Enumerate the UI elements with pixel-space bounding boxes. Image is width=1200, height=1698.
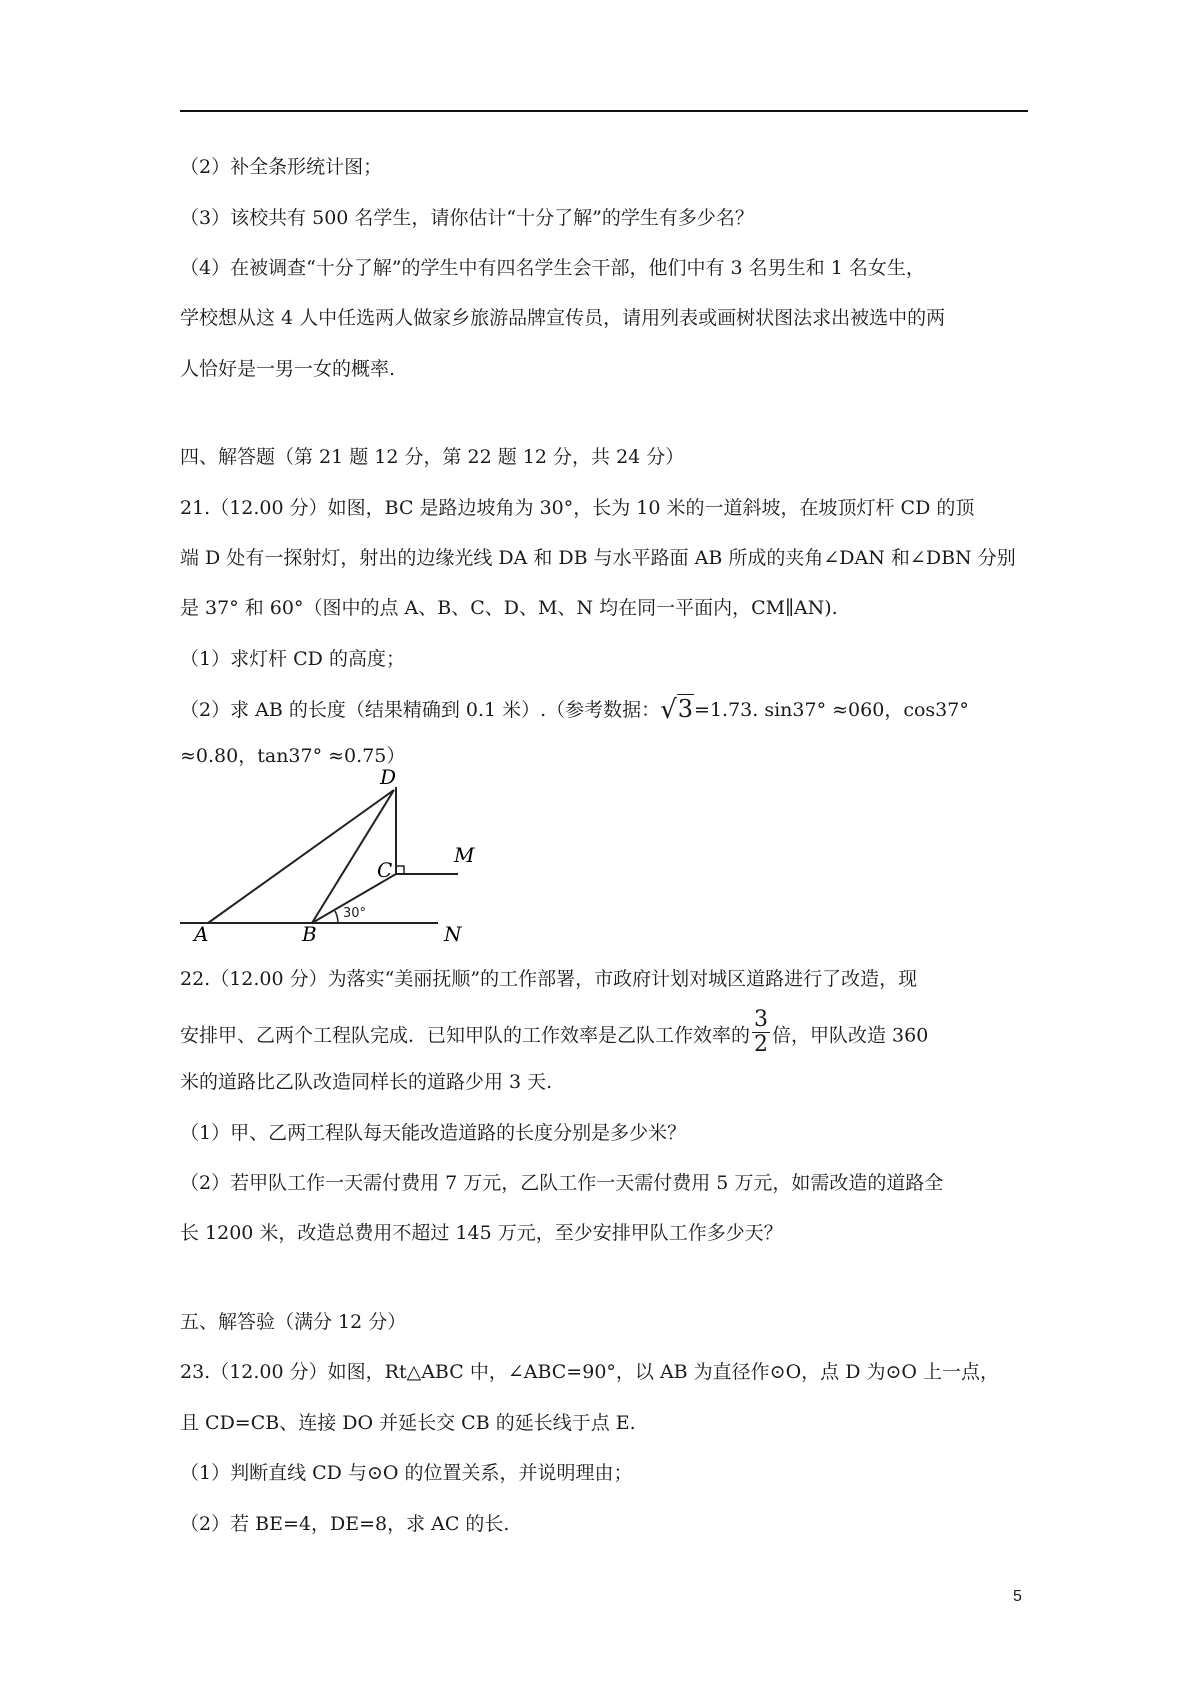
q23-line1: 23.（12.00 分）如图，Rt△ABC 中，∠ABC=90°，以 AB 为直径作⊙O，点 D 为⊙O 上一点， — [180, 1361, 1000, 1383]
q21-part1: （1）求灯杆 CD 的高度； — [180, 648, 405, 670]
q23-line2: 且 CD=CB、连接 DO 并延长交 CB 的延长线于点 E. — [180, 1412, 636, 1434]
q22-line2-before: 安排甲、乙两个工程队完成．已知甲队的工作效率是乙队工作效率的 — [180, 1024, 751, 1047]
q23-part2: （2）若 BE=4，DE=8，求 AC 的长. — [180, 1513, 510, 1535]
header-rule — [180, 110, 1028, 112]
q22-part2-line1: （2）若甲队工作一天需付费用 7 万元，乙队工作一天需付费用 5 万元，如需改造的道路全 — [180, 1172, 944, 1194]
angle-label: 30° — [343, 906, 367, 921]
label-n: N — [444, 922, 462, 945]
q22-line1: 22.（12.00 分）为落实“美丽抚顺”的工作部署，市政府计划对城区道路进行了改造，现 — [180, 968, 918, 990]
q21-line2: 端 D 处有一探射灯，射出的边缘光线 DA 和 DB 与水平路面 AB 所成的夹角∠DAN 和∠DBN 分别 — [180, 547, 1016, 569]
label-b: B — [302, 922, 317, 945]
label-m: M — [454, 843, 475, 867]
q20-part-4-end: 人恰好是一男一女的概率. — [180, 358, 396, 380]
q21-line3: 是 37° 和 60°（图中的点 A、B、C、D、M、N 均在同一平面内，CM∥AN). — [180, 597, 838, 619]
q20-part-4: （4）在被调查“十分了解”的学生中有四名学生会干部，他们中有 3 名男生和 1 名女生， — [180, 257, 925, 279]
fraction-three-halves — [752, 1009, 770, 1056]
q21-part2-line2: ≈0.80，tan37° ≈0.75） — [180, 745, 406, 767]
fraction-denominator: 2 — [754, 1032, 769, 1057]
q22-line2 — [180, 1007, 929, 1060]
segment-da — [208, 790, 394, 923]
slope-figure — [180, 765, 500, 949]
q22-line3: 米的道路比乙队改造同样长的道路少用 3 天. — [180, 1071, 553, 1093]
section4-title: 四、解答题（第 21 题 12 分，第 22 题 12 分，共 24 分） — [180, 446, 685, 468]
section5-title: 五、解答验（满分 12 分） — [180, 1311, 407, 1333]
segment-db — [312, 790, 394, 923]
q20-part-3: （3）该校共有 500 名学生，请你估计“十分了解”的学生有多少名？ — [180, 207, 754, 229]
fraction-numerator: 3 — [754, 1007, 769, 1032]
label-c: C — [377, 858, 393, 882]
q22-part2-line2: 长 1200 米，改造总费用不超过 145 万元，至少安排甲队工作多少天？ — [180, 1222, 783, 1244]
sqrt-radicand: 3 — [677, 695, 694, 723]
label-a: A — [194, 922, 209, 945]
q20-part-4-cont: 学校想从这 4 人中任选两人做家乡旅游品牌宣传员，请用列表或画树状图法求出被选中的两 — [180, 307, 946, 329]
q22-line2-after: 倍，甲队改造 360 — [772, 1024, 929, 1047]
slope-diagram — [180, 765, 500, 945]
q21-part2-after: =1.73. sin37° ≈060，cos37° — [694, 699, 969, 721]
q20-part-2: （2）补全条形统计图； — [180, 156, 383, 178]
q21-part2-before: （2）求 AB 的长度（结果精确到 0.1 米）.（参考数据： — [180, 699, 661, 721]
sqrt-symbol: √ — [660, 695, 677, 725]
q21-part2 — [180, 695, 969, 725]
q23-part1: （1）判断直线 CD 与⊙O 的位置关系，并说明理由； — [180, 1462, 633, 1484]
q21-line1: 21.（12.00 分）如图，BC 是路边坡角为 30°，长为 10 米的一道斜坡，在坡顶灯杆 CD 的顶 — [180, 497, 975, 519]
right-angle-mark — [396, 866, 404, 874]
angle-arc — [335, 911, 338, 923]
q22-part1: （1）甲、乙两工程队每天能改造道路的长度分别是多少米？ — [180, 1122, 687, 1144]
label-d: D — [380, 765, 397, 789]
page-number: 5 — [1013, 1588, 1022, 1605]
